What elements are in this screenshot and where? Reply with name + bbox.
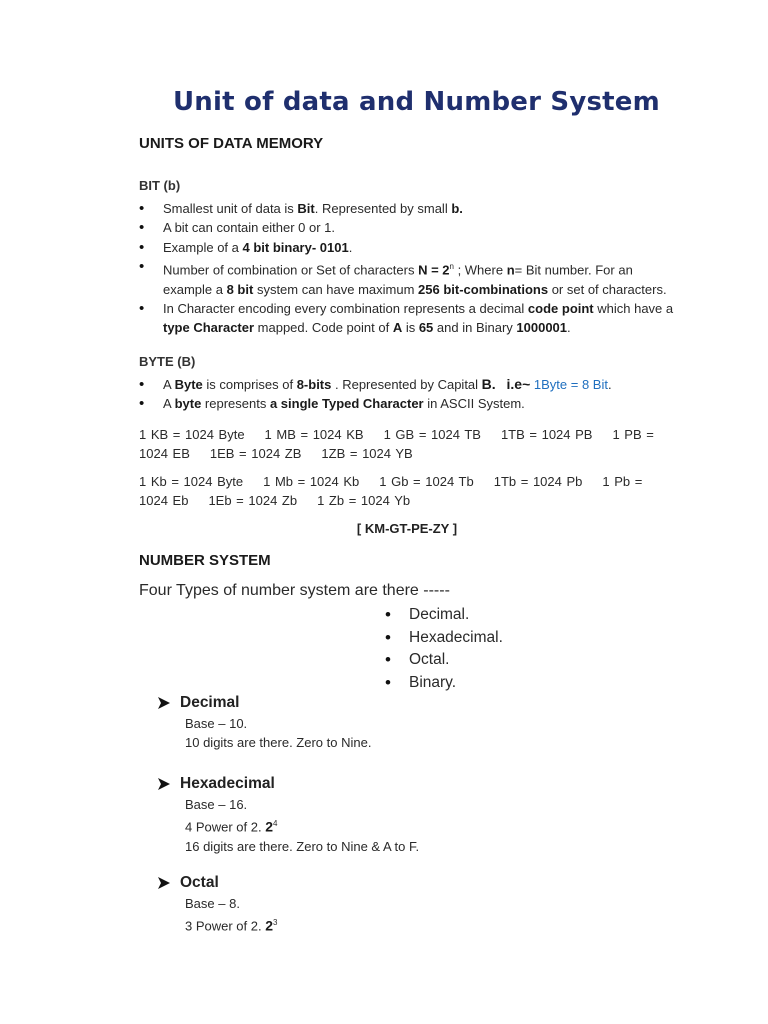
arrowhead-bullet-icon — [157, 696, 171, 710]
bit-heading: BIT (b) — [139, 178, 181, 193]
unit-equation: 1TB = 1024 PB — [500, 427, 593, 442]
unit-equation: 1 Mb = 1024 Kb — [263, 474, 360, 489]
list-item: • A Byte is comprises of 8-bits . Represented by Capital B. i.e~ 1Byte = 8 Bit. — [139, 375, 679, 394]
hexadecimal-section — [157, 775, 419, 856]
bit-list — [139, 199, 679, 337]
unit-equation: 1ZB = 1024 YB — [321, 446, 413, 462]
unit-equation: 1EB = 1024 ZB — [209, 446, 302, 462]
list-item: • Hexadecimal. — [385, 627, 503, 650]
small-units-equations — [139, 472, 674, 511]
unit-equation: 1 MB = 1024 KB — [264, 427, 364, 442]
section-line: 16 digits are there. Zero to Nine & A to F. — [185, 838, 420, 854]
section-line: Base – 10. — [185, 716, 248, 731]
list-item: • Number of combination or Set of characters $N = 2^n$ ; Where n= Bit number. For an example a 8 bit system can have maximum 256 bit-combinations or set of characters. — [139, 257, 679, 299]
big-units-equations — [139, 425, 674, 464]
section-line: Base – 16. — [185, 797, 248, 812]
list-item: • Smallest unit of data is Bit. Represented by small b. — [139, 199, 679, 218]
unit-equation: 1 KB = 1024 Byte — [139, 427, 245, 442]
unit-equation: 1 Kb = 1024 Byte — [139, 474, 244, 489]
arrowhead-bullet-icon — [157, 777, 171, 791]
list-item: • Binary. — [385, 672, 503, 695]
unit-equation: 1 GB = 1024 TB — [383, 427, 481, 442]
section-line: 3 Power of 2. $2^3$ — [185, 917, 278, 934]
unit-equation: 1 Zb = 1024 Yb — [317, 493, 411, 509]
octal-section — [157, 874, 277, 936]
section-line: Base – 8. — [185, 896, 240, 911]
unit-equation: 1 Pb = 1024 Eb — [139, 474, 643, 509]
arrowhead-bullet-icon — [157, 876, 171, 890]
list-item: • A byte represents a single Typed Character in ASCII System. — [139, 394, 679, 413]
decimal-section — [157, 694, 371, 753]
unit-equation: 1 PB = 1024 EB — [139, 427, 654, 462]
page-title: Unit of data and Number System — [173, 87, 660, 117]
byte-list — [139, 375, 679, 414]
unit-equation: 1 Gb = 1024 Tb — [379, 474, 474, 489]
mnemonic-note: [ KM-GT-PE-ZY ] — [356, 521, 458, 536]
section-heading: Octal — [180, 874, 219, 891]
section-line: 4 Power of 2. $2^4$ — [185, 818, 278, 835]
unit-equation: 1Eb = 1024 Zb — [208, 493, 298, 509]
units-heading: UNITS OF DATA MEMORY — [139, 135, 324, 152]
list-item: • Example of a 4 bit binary- 0101. — [139, 238, 679, 257]
number-system-heading: NUMBER SYSTEM — [139, 552, 271, 569]
list-item: • A bit can contain either 0 or 1. — [139, 218, 679, 237]
list-item: • In Character encoding every combination represents a decimal code point which have a type Character mapped. Code point of A is 65 and in Binary 1000001. — [139, 299, 679, 338]
list-item: • Decimal. — [385, 604, 503, 627]
section-line: 10 digits are there. Zero to Nine. — [185, 735, 372, 751]
section-heading: Hexadecimal — [180, 775, 275, 792]
unit-equation: 1Tb = 1024 Pb — [493, 474, 583, 489]
list-item: • Octal. — [385, 649, 503, 672]
byte-heading: BYTE (B) — [139, 354, 196, 369]
section-heading: Decimal — [180, 694, 240, 711]
intro-text: Four Types of number system are there ----- — [139, 582, 450, 599]
number-types-list — [385, 604, 503, 695]
